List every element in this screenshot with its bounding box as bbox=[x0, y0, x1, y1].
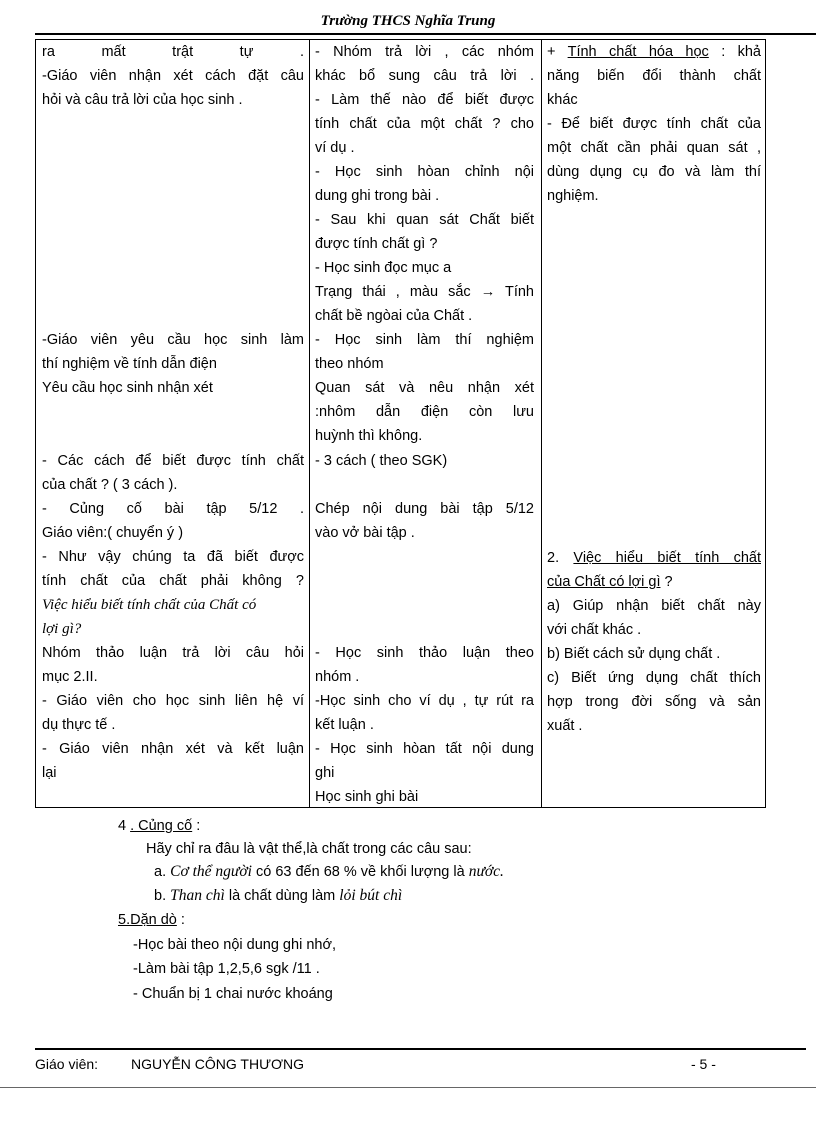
section-5-heading: 5.Dặn dò : bbox=[118, 912, 185, 928]
content-column bbox=[547, 40, 761, 807]
c2-line: - Học sinh hòan chỉnh nội bbox=[315, 164, 534, 180]
c1-line: lại bbox=[42, 765, 57, 781]
question-a: a. Cơ thể người có 63 đến 68 % về khối lượng là nước. bbox=[154, 863, 504, 880]
c2-line: - 3 cách ( theo SGK) bbox=[315, 453, 448, 469]
c2-line: huỳnh thì không. bbox=[315, 428, 423, 444]
column-divider-2 bbox=[541, 40, 542, 807]
c1-line: lợi gì? bbox=[42, 621, 82, 637]
c1-line: của chất ? ( 3 cách ). bbox=[42, 477, 178, 493]
homework-2: -Làm bài tập 1,2,5,6 sgk /11 . bbox=[133, 961, 320, 977]
c1-line: Việc hiểu biết tính chất của Chất có bbox=[42, 597, 257, 613]
c3-line: c) Biết ứng dụng chất thích bbox=[547, 670, 761, 686]
chemical-property-title: Tính chất hóa học bbox=[567, 44, 709, 60]
homework-3: - Chuẩn bị 1 chai nước khoáng bbox=[133, 986, 333, 1002]
c1-line: ra mất trật tự . bbox=[42, 44, 304, 60]
c2-line: chất bề ngòai của Chất . bbox=[315, 308, 473, 324]
c1-line: - Củng cố bài tập 5/12 . bbox=[42, 501, 304, 517]
c2-line: - Học sinh hòan tất nội dung bbox=[315, 741, 534, 757]
c2-line: tính chất của một chất ? cho bbox=[315, 116, 534, 132]
c2-line: khác bổ sung câu trả lời . bbox=[315, 68, 534, 84]
c2-line: ví dụ . bbox=[315, 140, 355, 156]
c1-line: hỏi và câu trả lời của học sinh . bbox=[42, 92, 243, 108]
c2-line: - Học sinh đọc mục a bbox=[315, 260, 452, 276]
c3-line: năng biến đổi thành chất bbox=[547, 68, 761, 84]
school-header: Trường THCS Nghĩa Trung bbox=[320, 13, 496, 29]
page-edge-line bbox=[0, 1087, 816, 1088]
c1-line: dụ thực tế . bbox=[42, 717, 116, 733]
c3-line: với chất khác . bbox=[547, 622, 642, 638]
teacher-name: NGUYỄN CÔNG THƯƠNG bbox=[131, 1056, 305, 1072]
c2-line: theo nhóm bbox=[315, 356, 384, 372]
page-number: - 5 - bbox=[691, 1056, 716, 1072]
c3-line: hợp trong đời sống và sản bbox=[547, 694, 761, 710]
c2-line: kết luận . bbox=[315, 717, 374, 733]
c1-line: - Giáo viên nhận xét và kết luận bbox=[42, 741, 304, 757]
footer-rule bbox=[35, 1048, 806, 1050]
question-b: b. Than chì là chất dùng làm lỏi bút chì bbox=[154, 887, 403, 904]
c3-line: dùng dụng cụ đo và làm thí bbox=[547, 164, 761, 180]
c2-line: - Làm thế nào để biết được bbox=[315, 92, 534, 108]
section-2-title-line-1: 2. Việc hiểu biết tính chất bbox=[547, 550, 761, 566]
c2-line: -Học sinh cho ví dụ , tự rút ra bbox=[315, 693, 534, 709]
c1-line: -Giáo viên nhận xét cách đặt câu bbox=[42, 68, 304, 84]
c3-line: - Để biết được tính chất của bbox=[547, 116, 761, 132]
c2-line: vào vở bài tập . bbox=[315, 525, 415, 541]
teacher-label: Giáo viên: bbox=[35, 1056, 99, 1072]
c2-line: - Học sinh thảo luận theo bbox=[315, 645, 534, 661]
c2-line: Chép nội dung bài tập 5/12 bbox=[315, 501, 534, 517]
c2-line: nhóm . bbox=[315, 669, 360, 685]
c1-line: -Giáo viên yêu cầu học sinh làm bbox=[42, 332, 304, 348]
header-rule bbox=[35, 33, 816, 35]
c3-line: khác bbox=[547, 92, 578, 108]
c1-line: mục 2.II. bbox=[42, 669, 98, 685]
c1-line: Nhóm thảo luận trả lời câu hỏi bbox=[42, 645, 304, 661]
c3-line: nghiệm. bbox=[547, 188, 599, 204]
student-activity-column bbox=[315, 40, 534, 807]
homework-1: -Học bài theo nội dung ghi nhớ, bbox=[133, 937, 336, 953]
c1-line: Giáo viên:( chuyển ý ) bbox=[42, 525, 184, 541]
c2-line: được tính chất gì ? bbox=[315, 236, 438, 252]
c2-line: - Nhóm trả lời , các nhóm bbox=[315, 44, 534, 60]
section-2-title-line-2: của Chất có lợi gì ? bbox=[547, 574, 673, 590]
c1-line: - Như vậy chúng ta đã biết được bbox=[42, 549, 304, 565]
c2-line: Học sinh ghi bài bbox=[315, 789, 419, 805]
c2-line: :nhôm dẫn điện còn lưu bbox=[315, 404, 534, 420]
c2-line: dung ghi trong bài . bbox=[315, 188, 440, 204]
c1-line: thí nghiệm về tính dẫn điện bbox=[42, 356, 217, 372]
c1-line: Yêu cầu học sinh nhận xét bbox=[42, 380, 213, 396]
chemical-property-line: + Tính chất hóa học : khả bbox=[547, 44, 762, 60]
c2-line: - Sau khi quan sát Chất biết bbox=[315, 212, 534, 228]
consolidation-question: Hãy chỉ ra đâu là vật thể,là chất trong các câu sau: bbox=[146, 841, 472, 857]
teacher-activity-column bbox=[42, 40, 304, 807]
section-4-heading: 4 . Củng cố : bbox=[118, 818, 201, 834]
c3-line: một chất cần phải quan sát , bbox=[547, 140, 761, 156]
c2-line: ghi bbox=[315, 765, 335, 781]
column-divider-1 bbox=[309, 40, 310, 807]
c3-line: a) Giúp nhận biết chất này bbox=[547, 598, 761, 614]
c1-line: - Giáo viên cho học sinh liên hệ ví bbox=[42, 693, 304, 709]
c3-line: b) Biết cách sử dụng chất . bbox=[547, 646, 721, 662]
c3-line: xuất . bbox=[547, 718, 583, 734]
c2-line: - Học sinh làm thí nghiệm bbox=[315, 332, 534, 348]
c1-line: tính chất của chất phải không ? bbox=[42, 573, 304, 589]
c2-line: Quan sát và nêu nhận xét bbox=[315, 380, 534, 396]
c1-line: - Các cách để biết được tính chất bbox=[42, 453, 304, 469]
lesson-table bbox=[35, 39, 766, 808]
c2-line: Trạng thái , màu sắc → Tính bbox=[315, 284, 534, 300]
